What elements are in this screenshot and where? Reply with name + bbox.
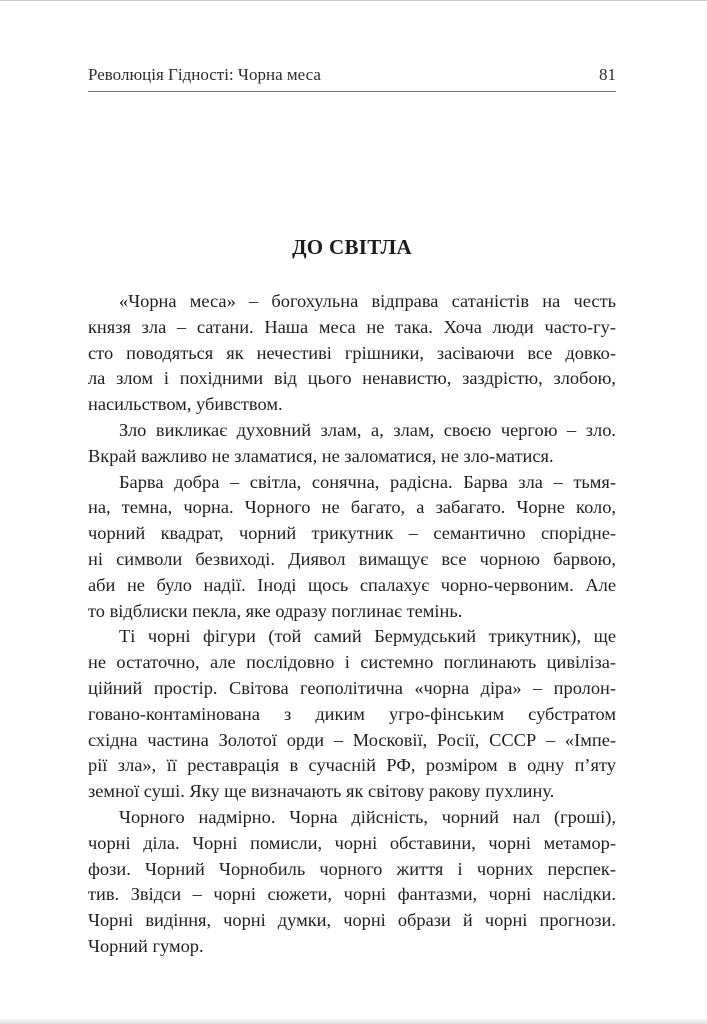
text-line: Ті чорні фігури (той самий Бермудський трикутник), ще xyxy=(119,626,616,647)
text-line: Чорний гумор. xyxy=(88,935,204,956)
text-line: Вкрай важливо не зламатися, не заломатися, не зло-матися. xyxy=(88,445,554,466)
text-line: чорні діла. Чорні помисли, чорні обставини, чорні метамор- xyxy=(88,832,616,853)
text-line: Чорні видіння, чорні думки, чорні образи й чорні прогнози. xyxy=(88,910,616,931)
page-edge-shadow xyxy=(0,1018,707,1024)
text-line: говано-контамінована з диким угро-фінським субстратом xyxy=(88,703,616,724)
text-line: рії зла», її реставрація в сучасній РФ, розміром в одну п’яту xyxy=(88,755,616,776)
text-line: земної суші. Яку ще визначають як світову ракову пухлину. xyxy=(88,781,555,802)
text-line: аби не було надії. Іноді щось спалахує чорно-червоним. Але xyxy=(88,574,616,595)
text-line: то відблиски пекла, яке одразу поглинає темінь. xyxy=(88,600,463,621)
text-line: Зло викликає духовний злам, а, злам, своєю чергою – зло. xyxy=(119,419,616,440)
text-line: Барва добра – світла, сонячна, радісна. Барва зла – тьмя- xyxy=(119,471,616,492)
text-line: фози. Чорний Чорнобиль чорного життя і чорних перспек- xyxy=(88,858,616,879)
running-title: Революція Гідності: Чорна меса xyxy=(88,65,321,84)
running-header xyxy=(88,65,616,92)
body-text xyxy=(88,289,616,960)
text-line: тив. Звідси – чорні сюжети, чорні фантазми, чорні наслідки. xyxy=(88,884,616,905)
page-number: 81 xyxy=(599,65,616,84)
text-line: ні символи безвиході. Диявол вимащує все чорною барвою, xyxy=(88,548,616,569)
text-line: сто поводяться як нечестиві грішники, засіваючи все довко- xyxy=(88,342,616,363)
text-line: ла злом і похідними від цього ненавистю, заздрістю, злобою, xyxy=(88,368,616,389)
text-line: на, темна, чорна. Чорного не багато, а забагато. Чорне коло, xyxy=(88,497,616,518)
text-line: Чорного надмірно. Чорна дійсність, чорний нал (гроші), xyxy=(119,806,616,827)
text-line: насильством, убивством. xyxy=(88,394,283,415)
text-line: князя зла – сатани. Наша меса не така. Хоча люди часто-гу- xyxy=(88,316,616,337)
chapter-title: ДО СВІТЛА xyxy=(292,235,412,259)
text-line: східна частина Золотої орди – Московії, Росії, СССР – «Імпе- xyxy=(88,729,616,750)
text-line: чорний квадрат, чорний трикутник – семантично спорідне- xyxy=(88,523,616,544)
text-line: не остаточно, але послідовно і системно поглинають цивіліза- xyxy=(88,652,616,673)
text-line: «Чорна меса» – богохульна відправа сатаністів на честь xyxy=(119,291,616,311)
text-line: ційний простір. Світова геополітична «чорна діра» – пролон- xyxy=(88,677,616,698)
